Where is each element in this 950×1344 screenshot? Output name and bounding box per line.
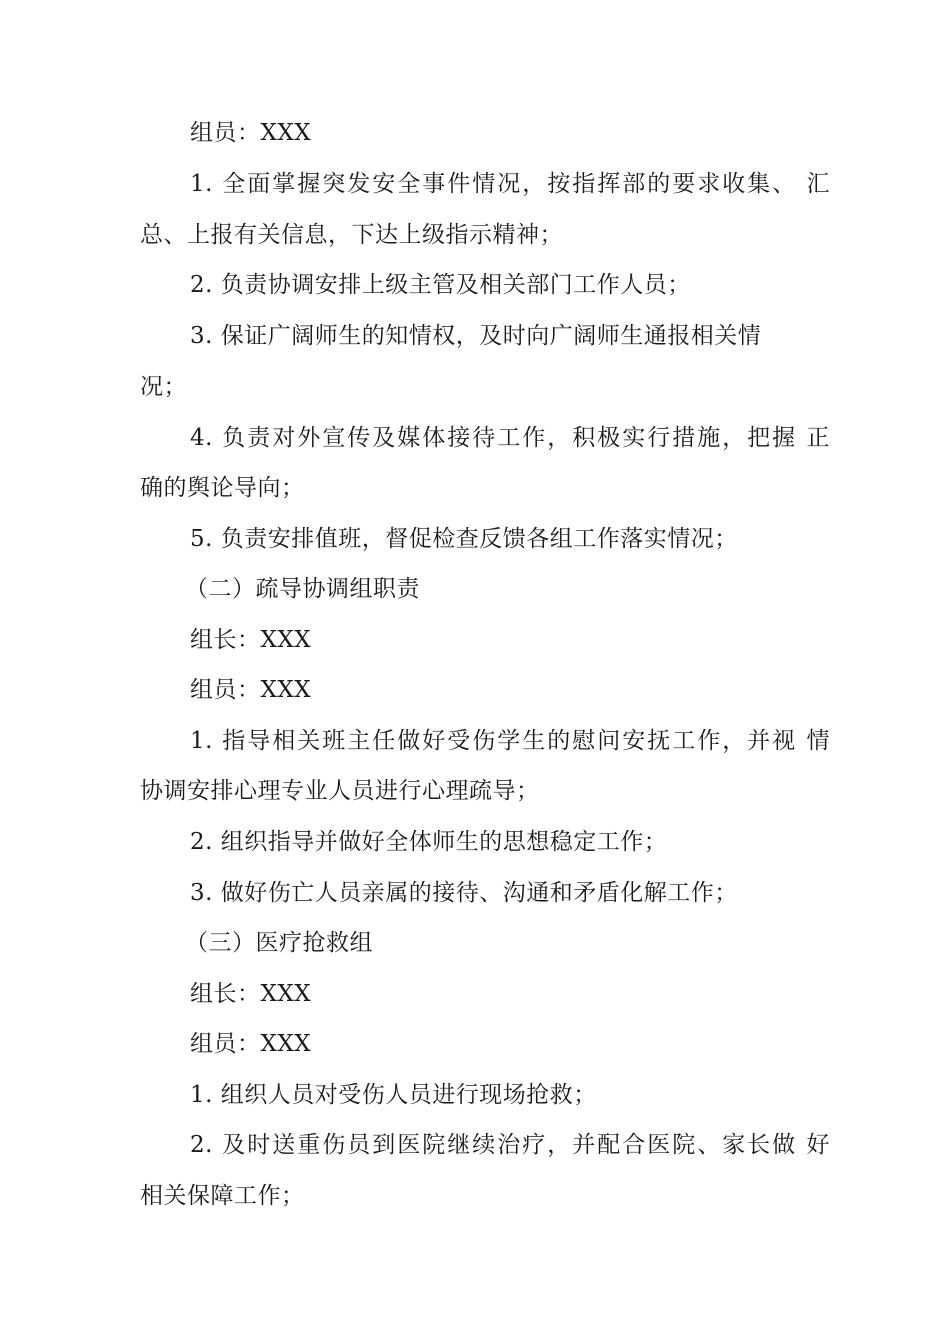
guide-item-1-cont: 协调安排心理专业人员进行心理疏导； [140,778,540,804]
member-line: 组员：XXX [190,1031,312,1057]
duty-item-5: 5. 负责安排值班，督促检查反馈各组工作落实情况； [190,526,738,552]
duty-item-4: 4. 负责对外宣传及媒体接待工作，积极实行措施，把握 正 [190,425,830,451]
medical-item-1: 1. 组织人员对受伤人员进行现场抢救； [190,1082,597,1108]
section-heading-2: （二）疏导协调组职责 [185,576,420,602]
duty-item-2: 2. 负责协调安排上级主管及相关部门工作人员； [190,272,691,298]
medical-item-2: 2. 及时送重伤员到医院继续治疗，并配合医院、家长做 好 [190,1132,830,1158]
duty-item-3-cont: 况； [140,374,187,400]
member-line: 组员：XXX [190,677,312,703]
duty-item-1: 1. 全面掌握突发安全事件情况，按指挥部的要求收集、 汇 [190,171,830,197]
member-line: 组员：XXX [190,120,312,146]
section-heading-3: （三）医疗抢救组 [185,930,373,956]
duty-item-4-cont: 确的舆论导向； [140,475,305,501]
leader-line: 组长：XXX [190,627,312,653]
leader-line: 组长：XXX [190,981,312,1007]
guide-item-2: 2. 组织指导并做好全体师生的思想稳定工作； [190,829,668,855]
duty-item-3: 3. 保证广阔师生的知情权，及时向广阔师生通报相关情 [190,323,762,349]
guide-item-1: 1. 指导相关班主任做好受伤学生的慰问安抚工作，并视 情 [190,728,830,754]
duty-item-1-cont: 总、上报有关信息，下达上级指示精神； [140,222,563,248]
medical-item-2-cont: 相关保障工作； [140,1183,305,1209]
guide-item-3: 3. 做好伤亡人员亲属的接待、沟通和矛盾化解工作； [190,880,738,906]
